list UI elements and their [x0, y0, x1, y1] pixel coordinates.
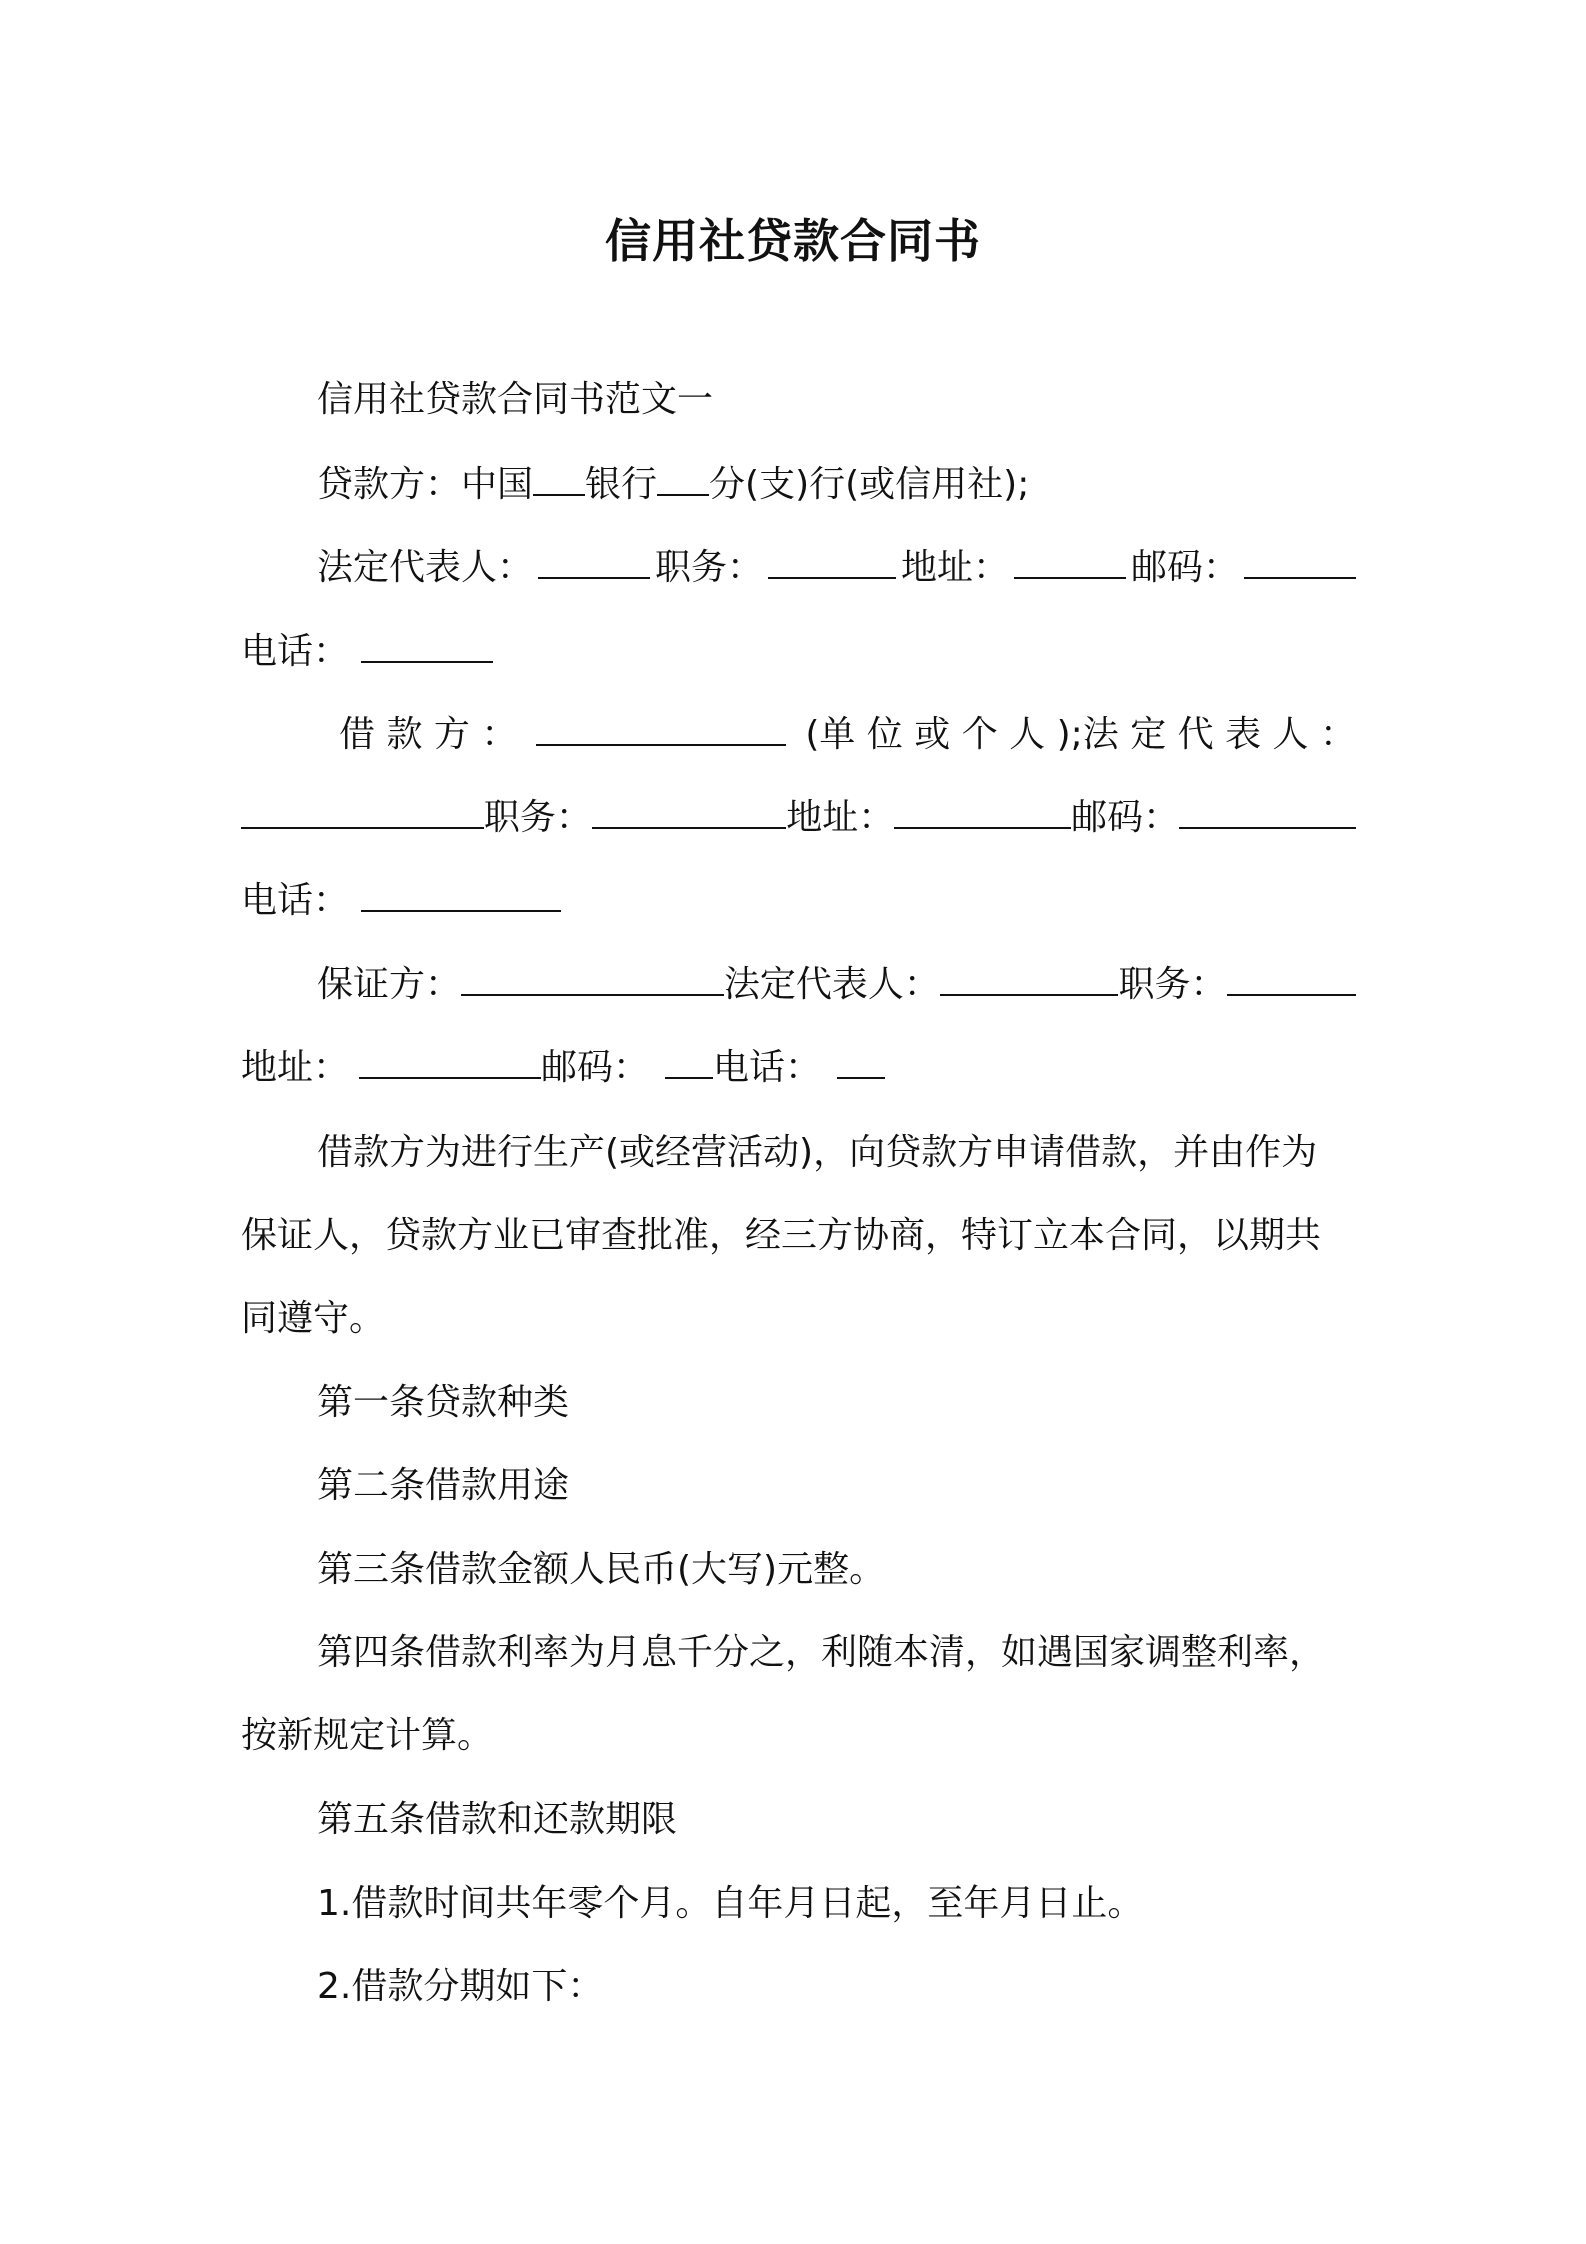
guarantor-line: [241, 961, 1356, 1009]
lender-phone-line: [241, 628, 1356, 676]
borrower-postcode-label: 邮码：: [1071, 797, 1180, 838]
guarantor-address-blank: [359, 1047, 541, 1079]
lender-title-label: 职务：: [654, 547, 763, 588]
guarantor-rep-blank: [940, 964, 1119, 996]
guarantor-postcode-label: 邮码：: [541, 1047, 650, 1088]
borrower-phone-label: 电话：: [241, 880, 350, 921]
guarantor-title-blank: [1227, 964, 1357, 996]
borrower-title-blank: [592, 797, 786, 829]
borrower-address-label: 地址：: [786, 797, 895, 838]
lender-rep-blank: [538, 547, 650, 579]
branch-blank: [657, 464, 709, 496]
lender-branch: 分(支)行(或信用社);: [709, 464, 1030, 505]
preamble-line-1: 借款方为进行生产(或经营活动)，向贷款方申请借款，并由作为: [317, 1132, 1318, 1173]
article-3: 第三条借款金额人民币(大写)元整。: [317, 1549, 886, 1590]
lender-details-line: [241, 544, 1356, 592]
guarantor-details-line: [241, 1044, 1356, 1092]
borrower-phone-line: [241, 877, 1356, 925]
lender-rep-label: 法定代表人：: [317, 547, 534, 588]
guarantor-label: 保证方：: [317, 964, 462, 1005]
guarantor-address-label: 地址：: [241, 1047, 350, 1088]
article-5: 第五条借款和还款期限: [317, 1799, 678, 1840]
borrower-rep-blank: [241, 797, 484, 829]
article-2: 第二条借款用途: [317, 1465, 570, 1506]
bank-blank: [533, 464, 585, 496]
borrower-name-blank: [536, 714, 786, 746]
article-5-item-1: 1.借款时间共年零个月。自年月日起，至年月日止。: [317, 1883, 1144, 1924]
article-4-line-1: 第四条借款利率为月息千分之，利随本清，如遇国家调整利率，: [317, 1632, 1326, 1673]
borrower-title-label: 职务：: [483, 797, 592, 838]
lender-postcode-blank: [1244, 547, 1356, 579]
borrower-line: [241, 711, 1356, 759]
guarantor-postcode-blank: [665, 1047, 713, 1079]
borrower-label: 借 款 方 ：: [339, 714, 518, 755]
borrower-unit-label: (单 位 或 个 人 );法 定 代 表 人 ：: [805, 714, 1356, 755]
borrower-details-line: [241, 794, 1356, 842]
borrower-phone-blank: [361, 880, 561, 912]
lender-bank: 银行: [585, 464, 658, 505]
preamble-line-3: 同遵守。: [241, 1298, 386, 1339]
guarantor-phone-blank: [837, 1047, 885, 1079]
lender-address-blank: [1014, 547, 1126, 579]
lender-label: 贷款方：中国: [317, 464, 534, 505]
lender-phone-label: 电话：: [241, 631, 350, 672]
lender-line: [241, 461, 1356, 509]
document-heading: 信用社贷款合同书范文一: [317, 379, 714, 420]
guarantor-name-blank: [461, 964, 724, 996]
article-1: 第一条贷款种类: [317, 1382, 570, 1423]
article-4-line-2: 按新规定计算。: [241, 1715, 494, 1756]
lender-phone-blank: [361, 631, 493, 663]
guarantor-title-label: 职务：: [1118, 964, 1227, 1005]
borrower-postcode-blank: [1179, 797, 1356, 829]
guarantor-rep-label: 法定代表人：: [723, 964, 940, 1005]
preamble-line-2: 保证人，贷款方业已审查批准，经三方协商，特订立本合同，以期共: [241, 1215, 1322, 1256]
document-title: 信用社贷款合同书: [605, 214, 981, 268]
lender-title-blank: [768, 547, 896, 579]
lender-postcode-label: 邮码：: [1130, 547, 1239, 588]
article-5-item-2: 2.借款分期如下：: [317, 1966, 604, 2007]
guarantor-phone-label: 电话：: [713, 1047, 822, 1088]
borrower-address-blank: [894, 797, 1071, 829]
lender-address-label: 地址：: [900, 547, 1009, 588]
